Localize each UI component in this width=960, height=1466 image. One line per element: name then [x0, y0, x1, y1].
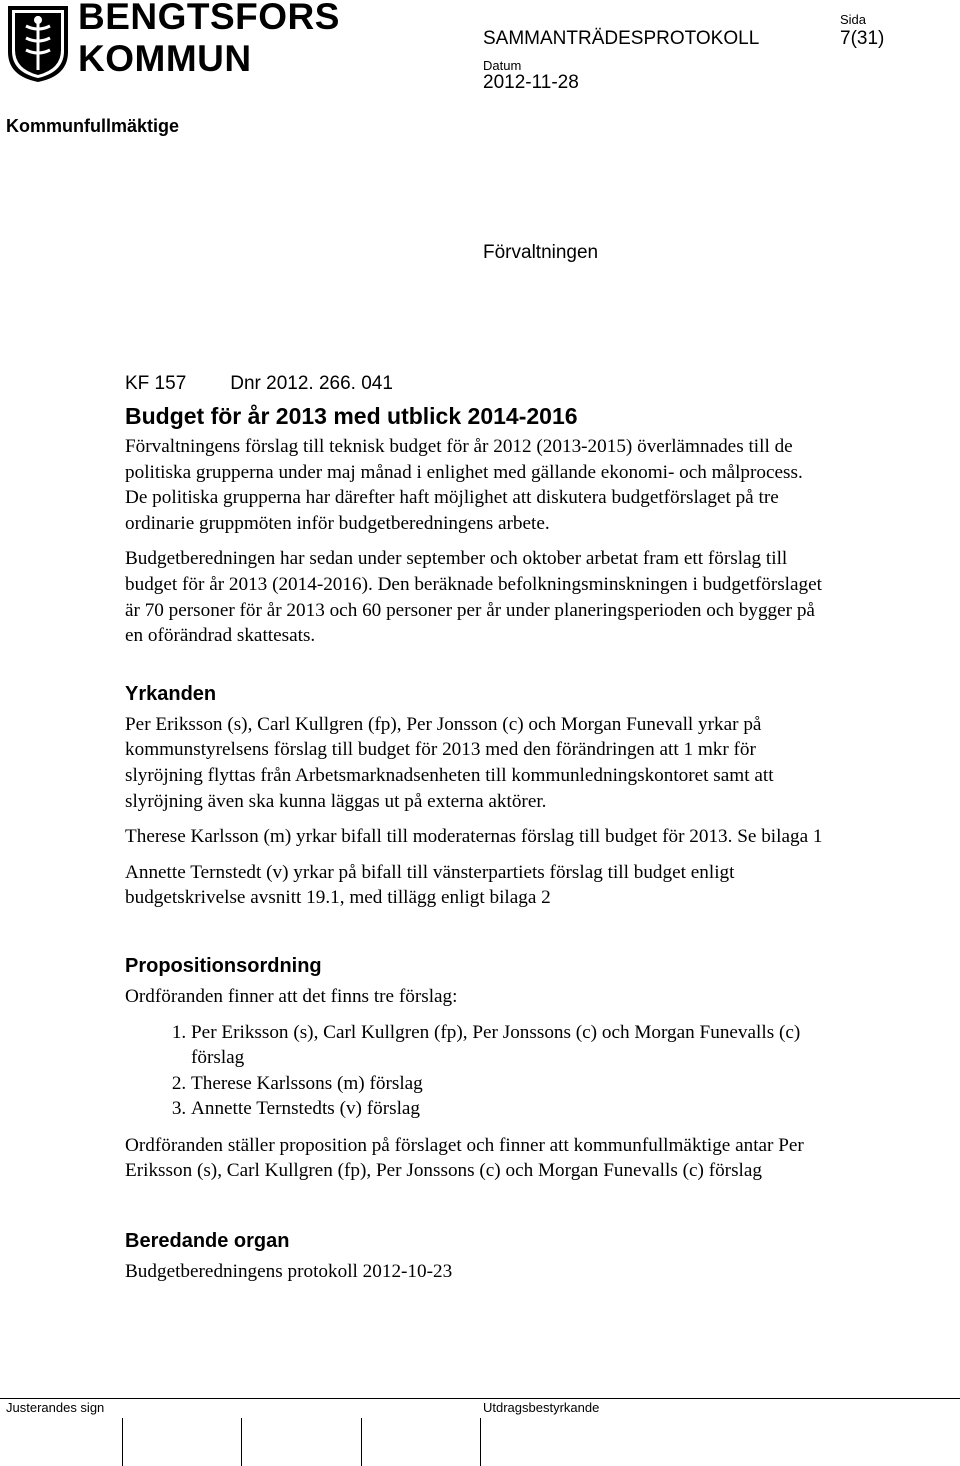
section-heading-propositionsordning: Propositionsordning: [125, 954, 322, 977]
section-heading-yrkanden: Yrkanden: [125, 682, 217, 705]
proposal-list: [125, 1020, 825, 1122]
footer-divider: [0, 1398, 960, 1399]
case-reference: [125, 374, 825, 394]
motion-1: Per Eriksson (s), Carl Kullgren (fp), Per Jonsson (c) och Morgan Funevall yrkar på kommunstyrelsens förslag till budget för 2013 med den förändringen att 1 mkr för slyröjning flyttas från Arbetsmarknadsenheten till kommunledningskontoret samt att slyröjning även ska kunna läggas ut på externa aktörer.: [125, 713, 774, 812]
list-item: 1. Per Eriksson (s), Carl Kullgren (fp), Per Jonssons (c) och Morgan Funevalls (c) förslag: [191, 1020, 825, 1071]
proposition-intro: Ordföranden finner att det finns tre förslag:: [125, 985, 458, 1007]
extract-certification-label: Utdragsbestyrkande: [483, 1400, 600, 1415]
diary-number: Dnr 2012. 266. 041: [230, 373, 393, 394]
date-label: Datum: [483, 58, 522, 73]
preparatory-body-reference: Budgetberedningens protokoll 2012-10-23: [125, 1261, 453, 1283]
signature-box-divider: [122, 1418, 123, 1466]
signature-label: Justerandes sign: [6, 1400, 105, 1415]
motion-3: Annette Ternstedt (v) yrkar på bifall till vänsterpartiets förslag till budget enligt budgetskrivelse avsnitt 19.1, med tillägg enligt bilaga 2: [125, 861, 735, 909]
page-number: 7(31): [840, 28, 885, 49]
list-item: 2. Therese Karlssons (m) förslag: [191, 1071, 825, 1097]
department: Förvaltningen: [483, 242, 599, 263]
proposition-conclusion: Ordföranden ställer proposition på förslaget och finner att kommunfullmäktige antar Per Eriksson (s), Carl Kullgren (fp), Per Jonssons (c) och Morgan Funevalls (c) förslag: [125, 1134, 804, 1182]
section-heading-beredande-organ: Beredande organ: [125, 1230, 290, 1253]
kf-number: KF 157: [125, 373, 187, 394]
list-item: 3. Annette Ternstedts (v) förslag: [191, 1096, 825, 1122]
signature-box-divider: [480, 1418, 481, 1466]
governing-body: Kommunfullmäktige: [6, 116, 180, 136]
signature-box-divider: [361, 1418, 362, 1466]
meeting-date: 2012-11-28: [483, 72, 579, 93]
document-type: SAMMANTRÄDESPROTOKOLL: [483, 28, 760, 49]
signature-box-divider: [241, 1418, 242, 1466]
case-title: Budget för år 2013 med utblick 2014-2016: [125, 403, 578, 429]
municipal-coat-of-arms-logo: [6, 4, 70, 84]
organization-name-line-2: KOMMUN: [78, 38, 252, 79]
protocol-body: [125, 374, 825, 1285]
organization-name-line-1: BENGTSFORS: [78, 0, 340, 37]
paragraph-budget-preparation: Budgetberedningen har sedan under september och oktober arbetat fram ett förslag till budget för år 2013 (2014-2016). Den beräknade befolkningsminskningen i budgetförslaget är 70 personer för år 2013 och 60 personer per år under planeringsperioden och bygger på en oförändrad skattesats.: [125, 548, 822, 647]
page-number-label: Sida: [840, 12, 867, 27]
paragraph-background: Förvaltningens förslag till teknisk budget för år 2012 (2013-2015) överlämnades till de politiska grupperna under maj månad i enlighet med gällande ekonomi- och målprocess. De politiska grupperna har därefter haft möjlighet att diskutera budgetförslaget på tre ordinarie gruppmöten inför budgetberedningens arbete.: [125, 436, 803, 534]
motion-2: Therese Karlsson (m) yrkar bifall till moderaternas förslag till budget för 2013. Se bilaga 1: [125, 826, 823, 848]
